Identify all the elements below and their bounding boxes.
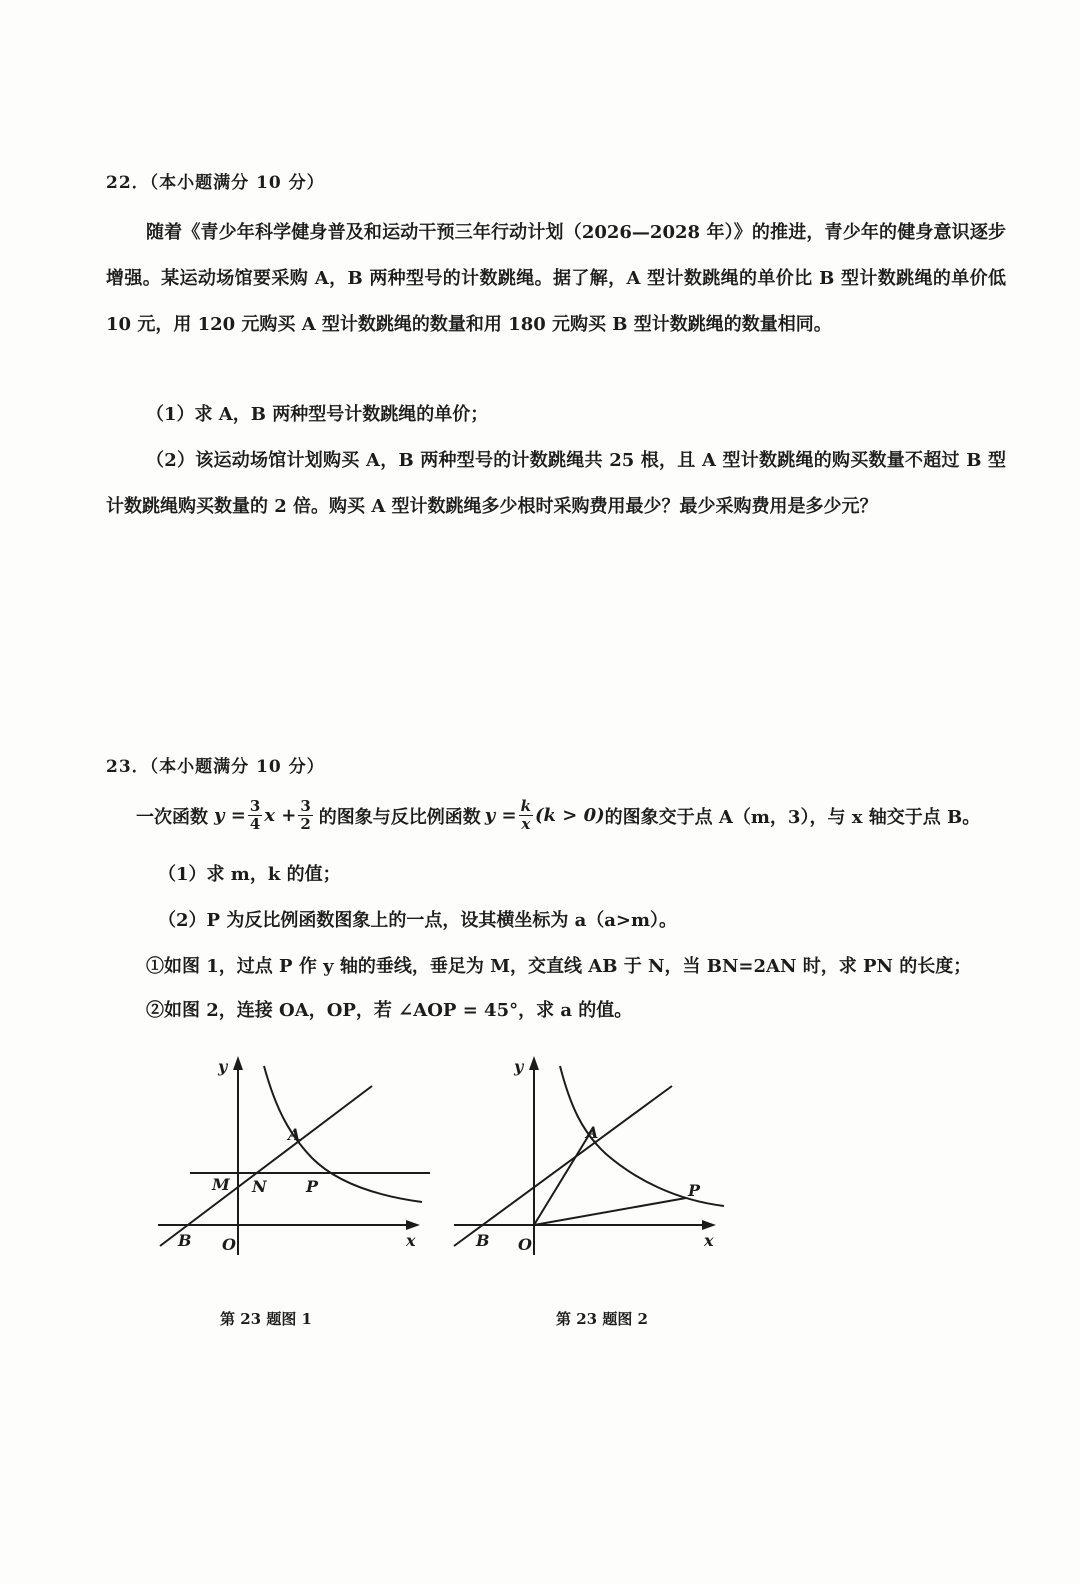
fig1-label-y: y bbox=[218, 1057, 228, 1076]
figure-2 bbox=[446, 1050, 736, 1270]
fig2-label-x: x bbox=[704, 1231, 714, 1250]
fig1-label-x: x bbox=[406, 1231, 416, 1250]
fn2-condition: (k > 0) bbox=[535, 805, 605, 826]
fn1-lhs: y = bbox=[214, 805, 246, 826]
fn2-lhs: y = bbox=[484, 805, 517, 826]
intro-prefix: 一次函数 bbox=[136, 806, 208, 828]
fig2-label-o: O bbox=[518, 1235, 532, 1254]
fn1-fraction-1 bbox=[248, 798, 262, 833]
q23-sub1: ①如图 1，过点 P 作 y 轴的垂线，垂足为 M，交直线 AB 于 N，当 BN=2AN 时，求 PN 的长度； bbox=[146, 956, 972, 977]
fn2-fraction bbox=[519, 798, 533, 833]
fig2-segment-oa bbox=[534, 1130, 592, 1225]
fig1-label-m: M bbox=[212, 1175, 230, 1194]
fig2-label-a: A bbox=[586, 1123, 599, 1142]
fig1-label-o: O bbox=[222, 1235, 236, 1254]
fig2-caption: 第 23 题图 2 bbox=[556, 1310, 648, 1328]
q22-part1: （1）求 A，B 两种型号计数跳绳的单价； bbox=[146, 404, 489, 425]
q23-intro bbox=[136, 798, 980, 833]
q23-part1: （1）求 m，k 的值； bbox=[158, 864, 341, 885]
fn1-fraction-2 bbox=[298, 798, 312, 833]
fig1-label-b: B bbox=[178, 1231, 192, 1250]
fn1-mid: x + bbox=[264, 805, 297, 826]
fn2-den: x bbox=[521, 815, 531, 833]
fig2-segment-op bbox=[534, 1198, 686, 1225]
intro-mid: 的图象与反比例函数 bbox=[318, 806, 481, 828]
q23-part2: （2）P 为反比例函数图象上的一点，设其横坐标为 a（a>m）。 bbox=[158, 910, 678, 931]
fn1-num1: 3 bbox=[249, 797, 261, 815]
fig2-line-ab bbox=[454, 1086, 672, 1246]
q22-header: 22．（本小题满分 10 分） bbox=[106, 173, 325, 193]
fig2-label-b: B bbox=[476, 1231, 490, 1250]
fig1-line-ab bbox=[160, 1086, 372, 1246]
fig1-caption: 第 23 题图 1 bbox=[220, 1310, 312, 1328]
fn1-den2: 2 bbox=[300, 815, 311, 833]
q23-header: 23．（本小题满分 10 分） bbox=[106, 757, 325, 777]
fig1-x-arrow-icon bbox=[406, 1220, 420, 1230]
q22-part2: （2）该运动场馆计划购买 A，B 两种型号的计数跳绳共 25 根，且 A 型计数跳绳的购买数量不超过 B 型计数跳绳购买数量的 2 倍。购买 A 型计数跳绳多少根时采购费用最少？最少采购费用是多少元？ bbox=[106, 450, 1006, 517]
fn2-num: k bbox=[520, 797, 531, 815]
fig1-label-n: N bbox=[252, 1177, 267, 1196]
q23-sub2: ②如图 2，连接 OA，OP，若 ∠AOP = 45°，求 a 的值。 bbox=[146, 1000, 633, 1021]
fig2-x-arrow-icon bbox=[702, 1220, 716, 1230]
fn1-den1: 4 bbox=[249, 815, 261, 833]
fn1-num2: 3 bbox=[300, 797, 311, 815]
fig1-label-a: A bbox=[288, 1125, 301, 1144]
fig2-label-p: P bbox=[688, 1181, 701, 1200]
fig2-label-y: y bbox=[514, 1057, 524, 1076]
q22-intro: 随着《青少年科学健身普及和运动干预三年行动计划（2026—2028 年）》的推进，青少年的健身意识逐步增强。某运动场馆要采购 A，B 两种型号的计数跳绳。据了解，A 型计数跳绳的单价比 B 型计数跳绳的单价低 10 元，用 120 元购买 A 型计数跳绳的数量和用 180 元购买 B 型计数跳绳的数量相同。 bbox=[106, 222, 1006, 335]
fig1-label-p: P bbox=[306, 1177, 319, 1196]
intro-suffix: 的图象交于点 A（m，3），与 x 轴交于点 B。 bbox=[604, 806, 981, 828]
fig1-y-arrow-icon bbox=[233, 1056, 243, 1070]
figure-1 bbox=[150, 1050, 440, 1270]
fig2-y-arrow-icon bbox=[529, 1056, 539, 1070]
